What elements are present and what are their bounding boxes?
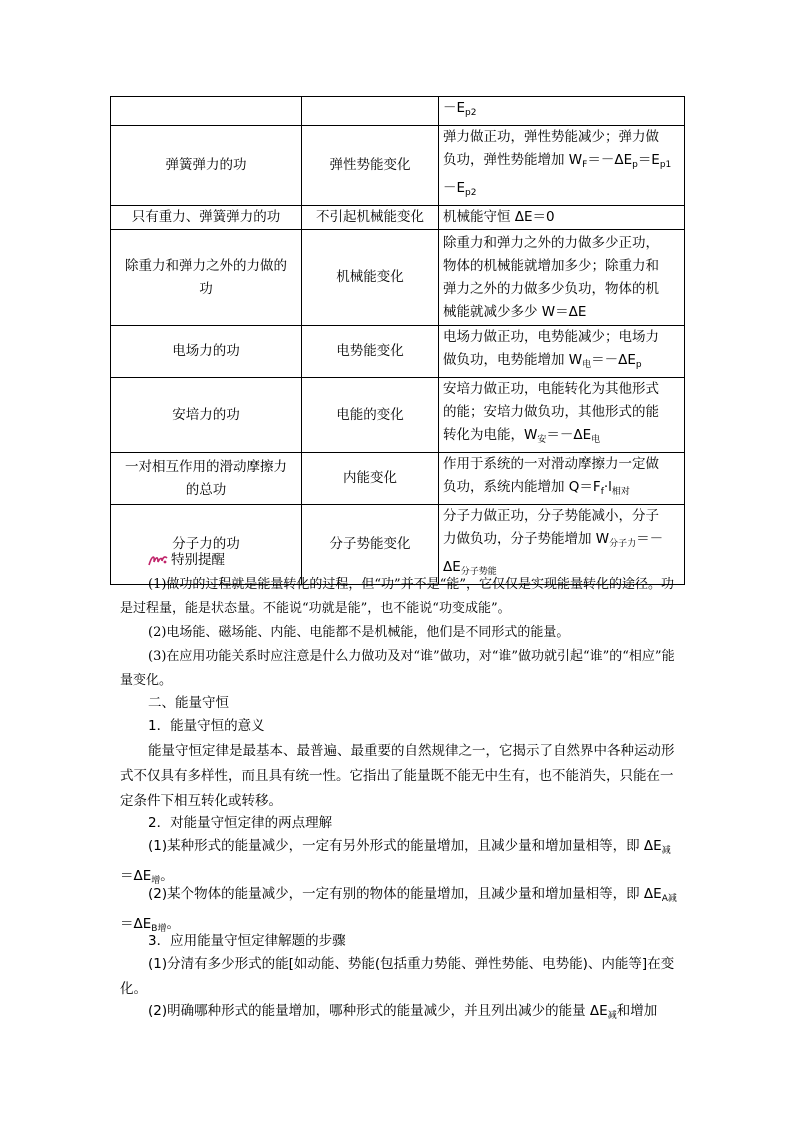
table-cell: 电场力的功 [111, 326, 302, 378]
table-cell: 不引起机械能变化 [302, 206, 439, 230]
subsection-text-1: 能量守恒定律是最基本、最普遍、最重要的自然规律之一，它揭示了自然界中各种运动形式不仅具有多样性，而且具有统一性。它指出了能量既不能无中生有，也不能消失，只能在一定条件下相互转化或转移。 [120, 743, 675, 809]
table-cell: 电能的变化 [302, 378, 439, 453]
table-cell [111, 97, 302, 126]
table-row [111, 97, 685, 126]
table-cell: 内能变化 [302, 453, 439, 505]
table-cell: 机械能守恒 ΔE＝0 [439, 206, 685, 230]
table-cell: 安培力做正功，电能转化为其他形式 的能；安培力做负功，其他形式的能 转化为电能，$W_安=-\Delta E_电$ [439, 378, 685, 453]
table-row [111, 126, 685, 206]
note-paragraph-2: (2)电场能、磁场能、内能、电能都不是机械能，他们是不同形式的能量。 [148, 625, 570, 640]
table-row [111, 326, 685, 378]
table-cell: $-E_{p2}$ [439, 97, 685, 126]
subsection-title-3: 3．应用能量守恒定律解题的步骤 [148, 933, 346, 949]
note-heading [148, 551, 225, 569]
table-row [111, 453, 685, 505]
section-heading: 二、能量守恒 [148, 695, 229, 711]
subsection-title-2: 2．对能量守恒定律的两点理解 [148, 815, 333, 831]
note-heading-text: 特别提醒 [171, 552, 225, 568]
table-cell: 安培力的功 [111, 378, 302, 453]
table-cell: 一对相互作用的滑动摩擦力 的总功 [111, 453, 302, 505]
pen-flourish-icon [148, 553, 168, 567]
table-cell: 电势能变化 [302, 326, 439, 378]
table-cell: 除重力和弹力之外的力做多少正功， 物体的机械能就增加多少；除重力和 弹力之外的力做多少负功，物体的机 械能就减少多少 W＝ΔE [439, 230, 685, 326]
table-cell: 只有重力、弹簧弹力的功 [111, 206, 302, 230]
table-row [111, 206, 685, 230]
table-cell: 弹力做正功，弹性势能减少；弹力做 负功，弹性势能增加 $W_F=-\Delta E_p=E_{p1}$ $-E_{p2}$ [439, 126, 685, 206]
subsection-title-1: 1．能量守恒的意义 [148, 718, 265, 734]
note-paragraph-1: (1)做功的过程就是能量转化的过程，但“功”并不是“能”，它仅仅是实现能量转化的途径。功是过程量，能是状态量。不能说“功就是能”，也不能说“功变成能”。 [120, 577, 674, 616]
subsection-3-paragraph-2: (2)明确哪种形式的能量增加，哪种形式的能量减少，并且列出减少的能量 $\Delta E_减$和增加 [148, 1003, 658, 1021]
table-row [111, 378, 685, 453]
table-cell: 分子力的功 [111, 505, 302, 585]
table-row [111, 230, 685, 326]
energy-relation-table [110, 96, 685, 585]
table-cell: 作用于系统的一对滑动摩擦力一定做 负功，系统内能增加 $Q=F_f\cdot l_{相对}$ [439, 453, 685, 505]
table-cell: 电场力做正功，电势能减少；电场力 做负功，电势能增加 $W_电=-\Delta E_p$ [439, 326, 685, 378]
table-cell: 弹簧弹力的功 [111, 126, 302, 206]
subsection-2-paragraph-2: (2)某个物体的能量减少，一定有别的物体的能量增加，且减少量和增加量相等，即 $\Delta E_{A减}=\Delta E_{B增}$。 [120, 886, 677, 934]
table-cell: 机械能变化 [302, 230, 439, 326]
table-cell: 除重力和弹力之外的力做的 功 [111, 230, 302, 326]
table-cell: 分子力做正功，分子势能减小，分子 力做负功，分子势能增加 $W_{分子力}=-$ $\Delta E_{分子势能}$ [439, 505, 685, 585]
note-paragraph-3: (3)在应用功能关系时应注意是什么力做功及对“谁”做功，对“谁”做功就引起“谁”的“相应”能量变化。 [120, 649, 675, 688]
subsection-3-paragraph-1: (1)分清有多少形式的能[如动能、势能(包括重力势能、弹性势能、电势能)、内能等]在变化。 [120, 956, 675, 997]
table-cell: 分子势能变化 [302, 505, 439, 585]
subsection-2-paragraph-1: (1)某种形式的能量减少，一定有另外形式的能量增加，且减少量和增加量相等，即 $\Delta E_减=\Delta E_增$。 [120, 838, 671, 886]
table-cell [302, 97, 439, 126]
table-cell: 弹性势能变化 [302, 126, 439, 206]
